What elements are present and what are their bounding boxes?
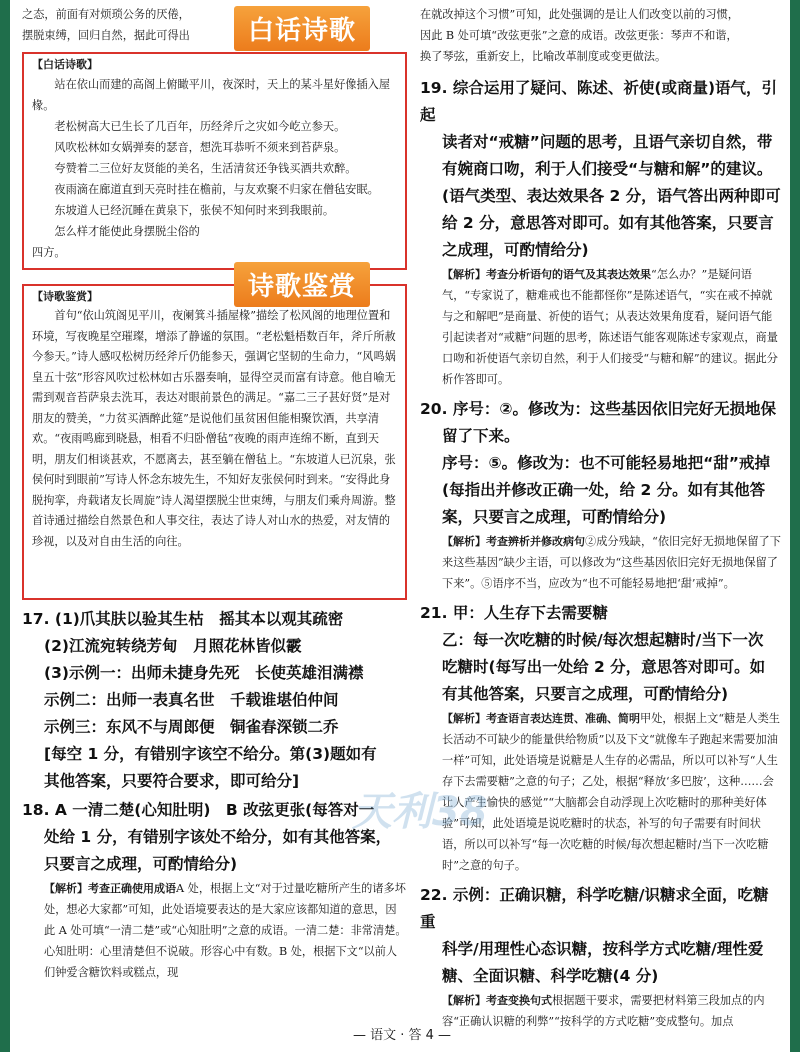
q21-line: 21. 甲：人生存下去需要糖 bbox=[420, 604, 608, 622]
baihua-line: 东坡道人已经沉睡在黄泉下，张侯不知何时来到我眼前。 bbox=[54, 204, 335, 217]
q17-line: 示例二：出师一表真名世 千载谁堪伯仲间 bbox=[44, 691, 339, 709]
baihua-line: 夜雨滴在廊道直到天亮时挂在檐前，与友欢聚不归家在僧毡安眠。 bbox=[54, 183, 379, 196]
left-border bbox=[0, 0, 10, 1052]
q17-line: 示例三：东风不与周郎便 铜雀春深锁二乔 bbox=[44, 718, 339, 736]
right-border bbox=[790, 0, 800, 1052]
page-footer: — 语文 · 答 4 — bbox=[352, 1028, 452, 1043]
q22-line: 科学/用理性心态识糖，按科学方式吃糖/理性爱 bbox=[442, 940, 764, 958]
q19-exp-text: “怎么办？”是疑问语气，“专家说了，糖难戒也不能都怪你”是陈述语气，“实在戒不掉就与之和解吧”是商量、祈使的语气；从表达效果角度看，疑问语气能引起读者对“戒糖”问题的思考，陈述语气能客观陈述专家观点，商量口吻和祈使语气亲切自然，利于人们接受“与糖和解”的建议。据此分析作答即可。 bbox=[442, 268, 778, 386]
watermark-logo: 天利38 bbox=[352, 789, 488, 835]
q18-line: 只要言之成理，可酌情给分) bbox=[44, 855, 238, 873]
answer-page bbox=[22, 0, 782, 1052]
q20-line: (每指出并修改正确一处，给 2 分。如有其他答 bbox=[442, 481, 766, 499]
q21-exp-text: 甲处，根据上文“糖是人类生长活动不可缺少的能量供给物质”以及下文“就像车子跑起来需要加油一样”可知，此处语境是说糖是人生存的必需品，所以可以补写“人生存下去需要糖”之意的句子；乙处，根据“释放‘多巴胺’，这种……会让人产生愉快的感觉”“大脑都会自动浮现上次吃糖时的那种美好体验”可知，此处语境是说吃糖时的状态，补写的句子需要有时间状语，所以可以补写“每一次吃糖的时候/每次想起糖时/当下一次吃糖时”之意的句子。 bbox=[442, 712, 780, 872]
baihua-line: 站在依山而建的高阁上俯瞰平川，夜深时，天上的某斗星好像插入屋椽。 bbox=[32, 78, 391, 112]
q17-line: (3)示例一：出师未捷身先死 长使英雄泪满襟 bbox=[44, 664, 364, 682]
question-22 bbox=[420, 882, 782, 1032]
left-column bbox=[22, 0, 407, 983]
baihua-line: 夸赞着二三位好友贤能的美名，生活清贫还争钱买酒共欢醉。 bbox=[54, 162, 357, 175]
question-18 bbox=[22, 797, 407, 983]
q19-line: 之成理，可酌情给分) bbox=[442, 241, 589, 259]
q21-line: 乙：每一次吃糖的时候/每次想起糖时/当下一次 bbox=[442, 631, 764, 649]
right-top-fragment: 换了琴弦，重新安上，比喻改革制度或变更做法。 bbox=[420, 50, 667, 63]
jianshang-label: 【诗歌鉴赏】 bbox=[32, 290, 98, 303]
baihua-line: 老松树高大已生长了几百年，历经斧斤之灾如今屹立参天。 bbox=[54, 120, 346, 133]
jianshang-box bbox=[22, 284, 407, 600]
q18-explanation bbox=[22, 878, 407, 983]
q17-line: (2)江流宛转绕芳甸 月照花林皆似霰 bbox=[44, 637, 302, 655]
q21-exp-tag: 【解析】考查语言表达连贯、准确、简明 bbox=[442, 712, 640, 725]
question-20 bbox=[420, 396, 782, 594]
q22-line: 22. 示例：正确识糖，科学吃糖/识糖求全面，吃糖重 bbox=[420, 886, 769, 931]
jianshang-text: 首句“依山筑阁见平川，夜阑箕斗插屋椽”描绘了松风阁的地理位置和环境，写夜晚星空璀璨，增添了静谧的氛围。“老松魁梧数百年，斧斤所赦今参天。”诗人感叹松树历经斧斤仍能参天，强调它坚韧的生命力，“风鸣娲皇五十弦”形容风吹过松林如古乐器奏响，显得空灵而富有诗意。他自喻无需到观音苔萨泉去洗耳，表达对眼前景色的满足。“嘉二三子甚好贤”是对朋友的赞美，“力贫买酒醉此筵”是说他们虽贫困但能相聚饮酒，共享清欢。“夜雨鸣廊到晓悬，相看不归卧僧毡”夜晚的雨声连绵不断，直到天明，朋友们相谈甚欢，不愿离去，甚至躺在僧毡上。“东坡道人已沉泉，张侯何时到眼前”写诗人怀念东坡先生，不知好友张侯何时到来。“安得此身脱拘挛，舟载诸友长周旋”诗人渴望摆脱尘世束缚，与朋友们乘舟周游。整首诗通过描绘自然景色和人事交往，表达了诗人对山水的热爱，对友情的珍视，以及对自由生活的向往。 bbox=[32, 309, 396, 548]
q19-explanation bbox=[420, 264, 782, 390]
question-17 bbox=[22, 606, 407, 795]
q19-line: 19. 综合运用了疑问、陈述、祈使(或商量)语气，引起 bbox=[420, 79, 778, 124]
q17-line: [每空 1 分，有错别字该空不给分。第(3)题如有 bbox=[44, 745, 377, 763]
right-top-fragment: 在就改掉这个习惯”可知，此处强调的是让人们改变以前的习惯， bbox=[420, 8, 739, 21]
q22-exp-text: 根据题干要求，需要把材料第三段加点的内容“正确认识糖的利弊”“按科学的方式吃糖”变成整句。加点 bbox=[442, 994, 765, 1028]
q20-exp-tag: 【解析】考查辨析并修改病句 bbox=[442, 535, 585, 548]
q18-line: 处给 1 分，有错别字该处不给分，如有其他答案， bbox=[44, 828, 392, 846]
q20-exp-text: ②成分残缺，“依旧完好无损地保留了下来这些基因”缺少主语，可以修改为“这些基因依旧完好无损地保留了下来”。⑤语序不当，应改为“也不可能轻易地把‘甜’戒掉”。 bbox=[442, 535, 781, 590]
top-fragment-2: 摆脱束缚，回归自然，据此可得出 bbox=[22, 29, 190, 42]
q20-line: 留了下来。 bbox=[442, 427, 520, 445]
baihua-tail: 四方。 bbox=[32, 246, 66, 259]
q22-exp-tag: 【解析】考查变换句式 bbox=[442, 994, 552, 1007]
q18-exp-text: A 处，根据上文“对于过量吃糖所产生的诸多坏处，想必大家都”可知，此处语境要表达的是大家应该都知道的意思，因此 A 处可填“一清二楚”或“心知肚明”之意的成语。一清二楚：非常清楚。心知肚明：心里清楚但不说破。形容心中有数。B 处，根据下文“以前人们钟爱含糖饮料或糕点，现 bbox=[44, 882, 407, 979]
right-column bbox=[420, 0, 782, 1032]
q21-line: 有其他答案，只要言之成理，可酌情给分) bbox=[442, 685, 729, 703]
baihua-label: 【白话诗歌】 bbox=[32, 58, 98, 71]
tab-shige-jianshang: 诗歌鉴赏 bbox=[234, 262, 370, 307]
baihua-line: 怎么样才能使此身摆脱尘俗的 bbox=[54, 225, 200, 238]
baihua-line: 风吹松林如女娲弹奏的瑟音，想洗耳恭听不须来到苔萨泉。 bbox=[54, 141, 346, 154]
baihua-box bbox=[22, 52, 407, 270]
q21-line: 吃糖时(每写出一处给 2 分，意思答对即可。如 bbox=[442, 658, 766, 676]
q19-line: 读者对“戒糖”问题的思考，且语气亲切自然，带 bbox=[442, 133, 773, 151]
question-19 bbox=[420, 75, 782, 390]
q18-line: 18. A 一清二楚(心知肚明) B 改弦更张(每答对一 bbox=[22, 801, 375, 819]
q17-line: 其他答案，只要符合要求，即可给分] bbox=[44, 772, 300, 790]
q17-line: 17. (1)爪其肤以验其生枯 摇其本以观其疏密 bbox=[22, 610, 344, 628]
q18-exp-tag: 【解析】考查正确使用成语 bbox=[44, 882, 176, 895]
q19-line: 有婉商口吻，利于人们接受“与糖和解”的建议。 bbox=[442, 160, 773, 178]
q20-line: 20. 序号：②。修改为：这些基因依旧完好无损地保 bbox=[420, 400, 776, 418]
top-fragment-1: 之态，前面有对烦琐公务的厌倦， bbox=[22, 8, 190, 21]
q20-explanation bbox=[420, 531, 782, 594]
tab-baihua-shige: 白话诗歌 bbox=[234, 6, 370, 51]
right-top-fragment: 因此 B 处可填“改弦更张”之意的成语。改弦更张：琴声不和谐， bbox=[420, 29, 738, 42]
q19-exp-tag: 【解析】考查分析语句的语气及其表达效果 bbox=[442, 268, 651, 281]
q22-line: 糖、全面识糖、科学吃糖(4 分) bbox=[442, 967, 659, 985]
q20-line: 序号：⑤。修改为：也不可能轻易地把“甜”戒掉 bbox=[442, 454, 770, 472]
q19-line: 给 2 分，意思答对即可。如有其他答案，只要言 bbox=[442, 214, 774, 232]
q20-line: 案，只要言之成理，可酌情给分) bbox=[442, 508, 667, 526]
q19-line: (语气类型、表达效果各 2 分，语气答出两种即可 bbox=[442, 187, 781, 205]
